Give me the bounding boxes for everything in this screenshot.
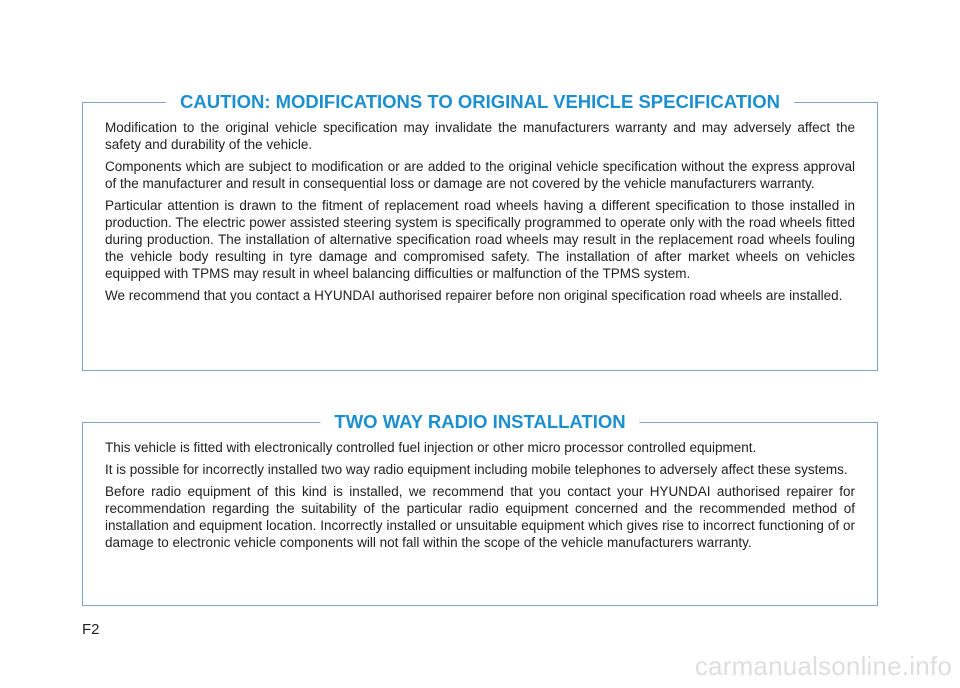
caution-paragraph-4: We recommend that you contact a HYUNDAI authorised repairer before non original specification road wheels are installed. bbox=[105, 288, 843, 303]
radio-paragraph-2: It is possible for incorrectly installed two way radio equipment including mobile telephones to adversely affect these systems. bbox=[105, 462, 848, 477]
radio-paragraph-3: Before radio equipment of this kind is installed, we recommend that you contact your HYUNDAI authorised repairer for recommendation regarding the suitability of the particular radio equipment concerned and the recommended method of installation and equipment location. Incorrectly installed or unsuitable equipment which gives rise to incorrect functioning of or damage to electronic vehicle components will not fall within the scope of the vehicle manufacturers warranty. bbox=[105, 484, 855, 550]
caution-paragraph-1: Modification to the original vehicle specification may invalidate the manufacturers warranty and may adversely affect the safety and durability of the vehicle. bbox=[105, 120, 855, 152]
radio-paragraph-1: This vehicle is fitted with electronically controlled fuel injection or other micro processor controlled equipment. bbox=[105, 440, 757, 455]
caution-paragraph-2: Components which are subject to modification or are added to the original vehicle specification without the express approval of the manufacturer and result in consequential loss or damage are not covered by the vehicle manufacturers warranty. bbox=[105, 159, 855, 191]
radio-installation-section bbox=[82, 411, 878, 606]
page-number: F2 bbox=[82, 621, 100, 638]
caution-section-title: CAUTION: MODIFICATIONS TO ORIGINAL VEHICLE SPECIFICATION bbox=[166, 89, 794, 115]
caution-section bbox=[82, 91, 878, 371]
radio-installation-section-title: TWO WAY RADIO INSTALLATION bbox=[320, 409, 639, 435]
watermark-text: carmanualsonline.info bbox=[694, 651, 952, 681]
caution-paragraph-3: Particular attention is drawn to the fitment of replacement road wheels having a different specification to those installed in production. The electric power assisted steering system is specifically programmed to operate only with the road wheels fitted during production. The installation of alternative specification road wheels may result in the replacement road wheels fouling the vehicle body resulting in tyre damage and compromised safety. The installation of after market wheels on vehicles equipped with TPMS may result in wheel balancing difficulties or malfunction of the TPMS system. bbox=[105, 198, 855, 281]
